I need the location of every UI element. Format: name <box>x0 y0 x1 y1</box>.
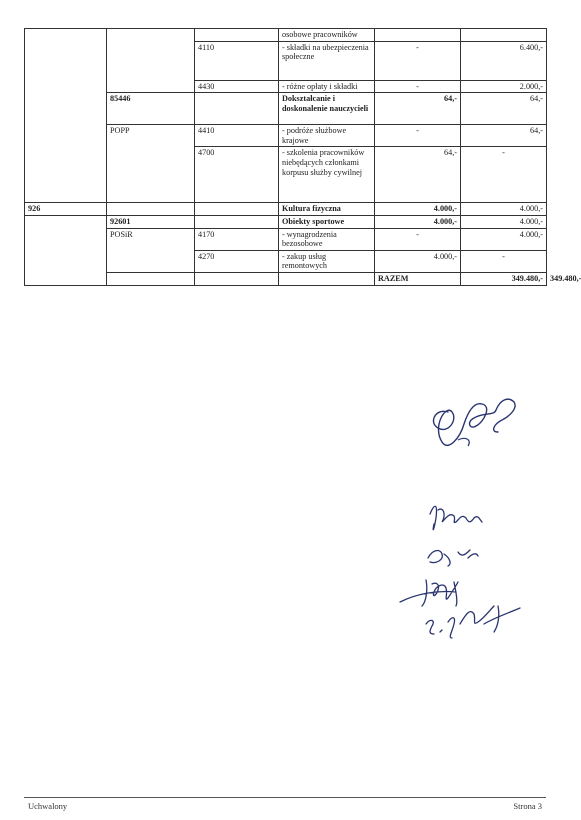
cell-paragraf <box>195 93 279 125</box>
cell-paragraf: 4270 <box>195 250 279 272</box>
cell-nazwa: - wynagrodzenia bezosobowe <box>279 228 375 250</box>
cell-po: 4.000,- <box>461 215 547 228</box>
cell-paragraf: 4410 <box>195 125 279 147</box>
cell-przed: 4.000,- <box>375 250 461 272</box>
cell-przed <box>375 29 461 42</box>
cell-po: 64,- <box>461 93 547 125</box>
table-row <box>25 215 547 228</box>
cell-nazwa: Dokształcanie i doskonalenie nauczycieli <box>279 93 375 125</box>
total-przed: 349.480,- <box>461 272 547 285</box>
cell-rozdzial: 92601 <box>107 215 195 228</box>
cell-dzial: 926 <box>25 203 107 216</box>
cell-paragraf <box>195 203 279 216</box>
budget-table <box>24 28 581 286</box>
signature-3 <box>422 540 492 570</box>
signature-1 <box>418 382 528 462</box>
table-row <box>25 203 547 216</box>
cell-po: 4.000,- <box>461 228 547 250</box>
cell-po: 6.400,- <box>461 41 547 80</box>
cell-po: - <box>461 250 547 272</box>
cell-przed: - <box>375 228 461 250</box>
cell-paragraf: 4430 <box>195 80 279 93</box>
cell-przed: - <box>375 80 461 93</box>
cell-dzial <box>107 272 195 285</box>
cell-po: - <box>461 147 547 203</box>
signature-5 <box>420 594 530 644</box>
cell-nazwa: Kultura fizyczna <box>279 203 375 216</box>
cell-paragraf <box>195 29 279 42</box>
cell-nazwa: - zakup usług remontowych <box>279 250 375 272</box>
cell-nazwa: - składki na ubezpieczenia społeczne <box>279 41 375 80</box>
cell-po: 4.000,- <box>461 203 547 216</box>
cell-dzial <box>25 29 107 203</box>
table-row <box>25 29 547 42</box>
cell-po <box>461 29 547 42</box>
cell-dzial <box>25 215 107 285</box>
cell-rozdzial <box>107 203 195 216</box>
cell-paragraf <box>279 272 375 285</box>
footer-page-number: Strona 3 <box>513 801 542 811</box>
cell-paragraf: 4700 <box>195 147 279 203</box>
cell-przed: 64,- <box>375 147 461 203</box>
total-label: RAZEM <box>375 272 461 285</box>
cell-rozdzial: 85446 <box>107 93 195 125</box>
table-total-row: RAZEM 349.480,- 349.480,- <box>25 272 547 285</box>
cell-nazwa: Obiekty sportowe <box>279 215 375 228</box>
cell-rozdzial: POSiR <box>107 228 195 272</box>
cell-nazwa: - podróże służbowe krajowe <box>279 125 375 147</box>
cell-paragraf <box>195 215 279 228</box>
cell-paragraf: 4110 <box>195 41 279 80</box>
cell-po: 2.000,- <box>461 80 547 93</box>
cell-nazwa: - różne opłaty i składki <box>279 80 375 93</box>
cell-nazwa: osobowe pracowników <box>279 29 375 42</box>
cell-rozdzial <box>195 272 279 285</box>
cell-rozdzial: POPP <box>107 125 195 203</box>
cell-przed: 4.000,- <box>375 215 461 228</box>
cell-nazwa: - szkolenia pracowników niebędących członkami korpusu służby cywilnej <box>279 147 375 203</box>
cell-rozdzial <box>107 29 195 93</box>
cell-przed: - <box>375 125 461 147</box>
cell-przed: 64,- <box>375 93 461 125</box>
cell-przed: 4.000,- <box>375 203 461 216</box>
footer-divider <box>24 797 546 798</box>
signature-2 <box>424 494 494 542</box>
cell-po: 64,- <box>461 125 547 147</box>
cell-przed: - <box>375 41 461 80</box>
footer-status: Uchwalony <box>28 801 68 811</box>
cell-paragraf: 4170 <box>195 228 279 250</box>
